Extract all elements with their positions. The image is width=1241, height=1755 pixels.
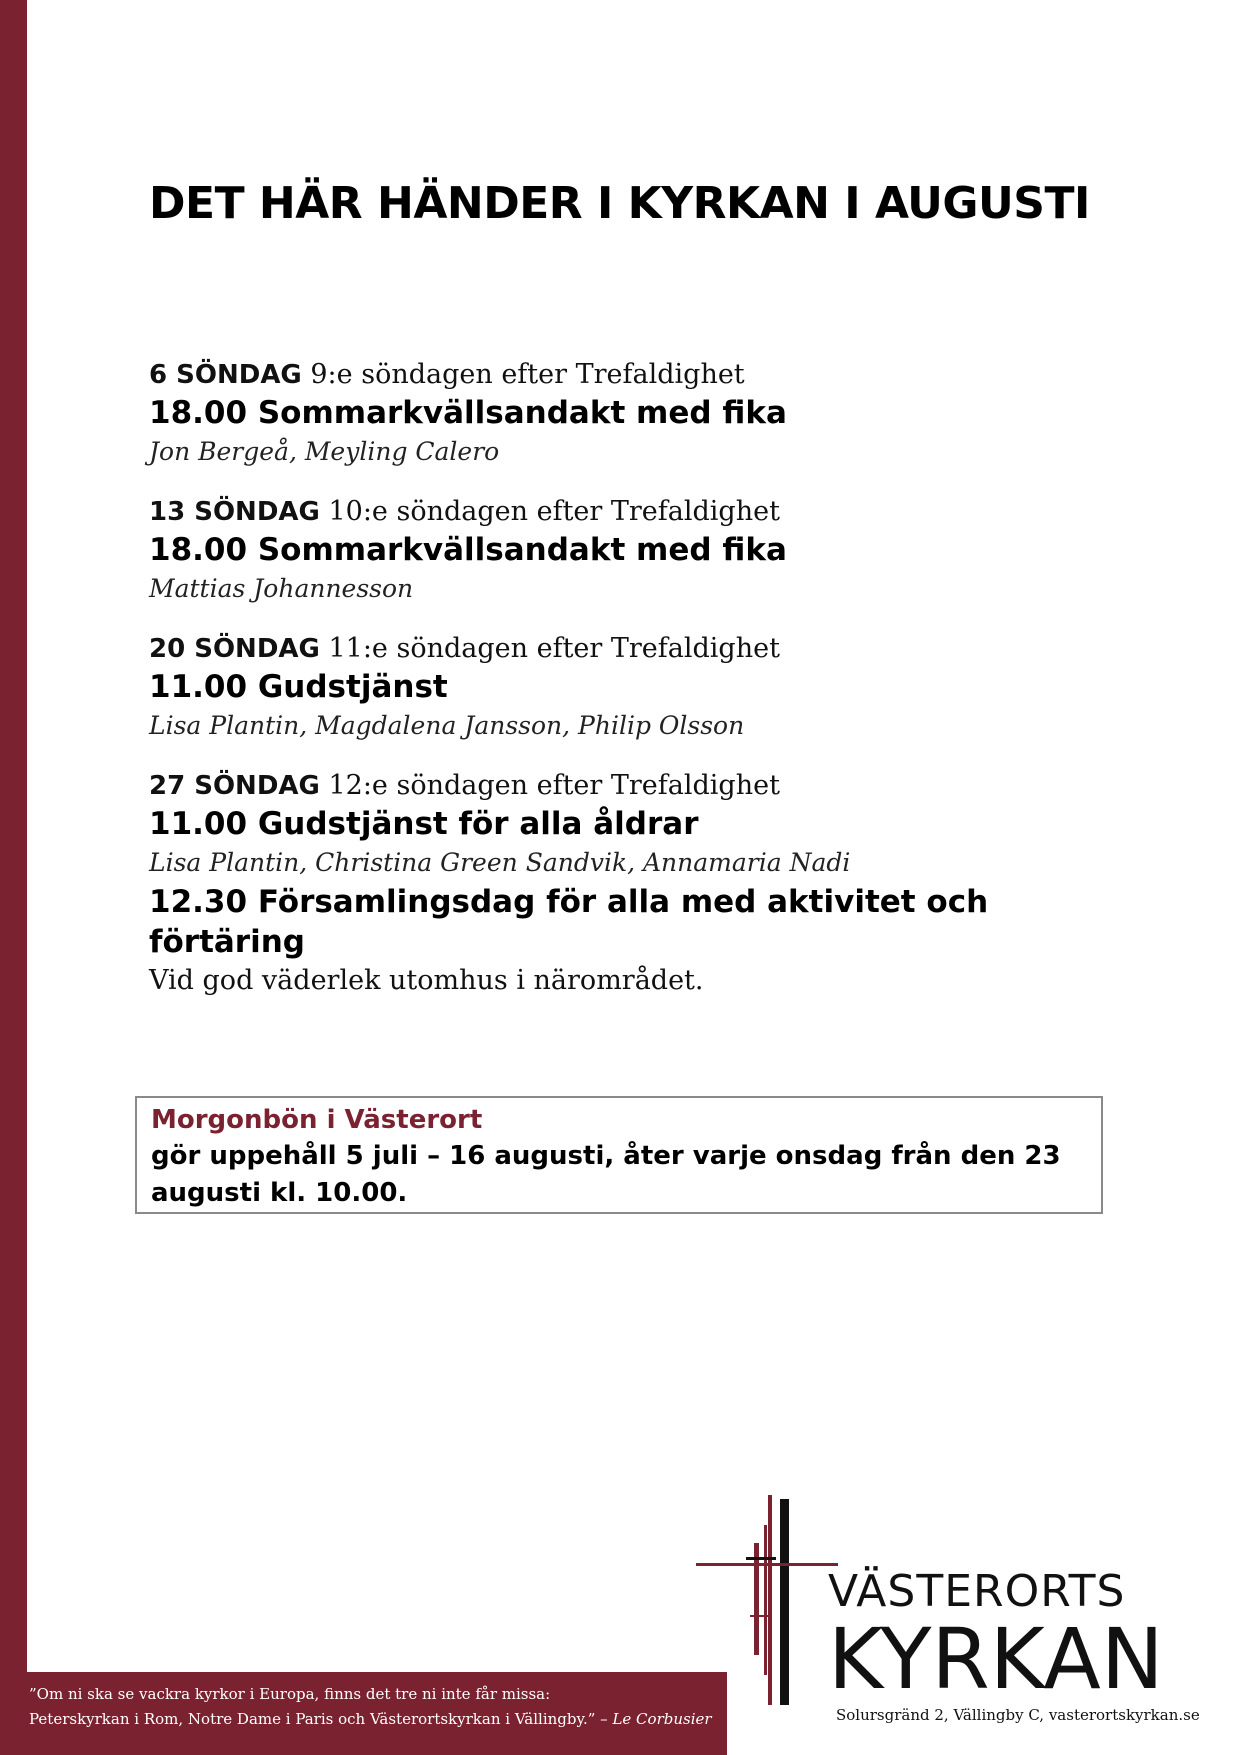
event-day: 6 SÖNDAG [149,360,302,390]
logo-wordmark [828,1566,1164,1708]
event-item [149,631,1109,745]
info-box [135,1096,1103,1214]
quote-bar [0,1672,727,1755]
event-activity: 18.00 Sommarkvällsandakt med fika [149,395,787,431]
event-day: 13 SÖNDAG [149,497,320,527]
quote-author: Le Corbusier [612,1710,712,1728]
event-item [149,768,1109,1000]
event-item [149,357,1109,471]
event-item [149,494,1109,608]
quote-line-1: ”Om ni ska se vackra kyrkor i Europa, finns det tre ni inte får missa: [29,1685,551,1703]
event-activity: 18.00 Sommarkvällsandakt med fika [149,532,787,568]
event-day-line [149,357,1109,393]
event-day-description: 11:e söndagen efter Trefaldighet [328,633,780,664]
quote-text: Peterskyrkan i Rom, Notre Dame i Paris och Västerortskyrkan i Vällingby.” – [29,1710,608,1728]
event-people: Jon Bergeå, Meyling Calero [149,437,500,466]
side-accent-bar [0,0,27,1755]
event-day: 20 SÖNDAG [149,634,320,664]
event-activity: 11.00 Gudstjänst [149,669,448,705]
info-box-text: gör uppehåll 5 juli – 16 augusti, åter varje onsdag från den 23 augusti kl. 10.00. [151,1141,1061,1208]
event-activity: 11.00 Gudstjänst för alla åldrar [149,806,699,842]
info-box-title: Morgonbön i Västerort [151,1105,483,1135]
event-day-line [149,768,1109,804]
event-people: Lisa Plantin, Christina Green Sandvik, Annamaria Nadi [149,848,851,877]
event-day-description: 9:e söndagen efter Trefaldighet [310,359,745,390]
event-day-line [149,494,1109,530]
event-activity: 12.30 Församlingsdag för alla med aktivitet och förtäring [149,884,989,960]
logo-line-2: KYRKAN [828,1610,1164,1708]
event-day: 27 SÖNDAG [149,771,320,801]
event-people: Lisa Plantin, Magdalena Jansson, Philip Olsson [149,711,745,740]
page-title: DET HÄR HÄNDER I KYRKAN I AUGUSTI [149,178,1090,229]
event-people: Mattias Johannesson [149,574,414,603]
event-day-description: 12:e söndagen efter Trefaldighet [328,770,780,801]
quote-line-2 [29,1707,727,1732]
event-note: Vid god väderlek utomhus i närområdet. [149,965,704,996]
event-list [149,357,1109,1023]
event-day-description: 10:e söndagen efter Trefaldighet [328,496,780,527]
address: Solursgränd 2, Vällingby C, vasterortskyrkan.se [836,1706,1200,1724]
logo-line-1: VÄSTERORTS [828,1566,1126,1617]
event-day-line [149,631,1109,667]
